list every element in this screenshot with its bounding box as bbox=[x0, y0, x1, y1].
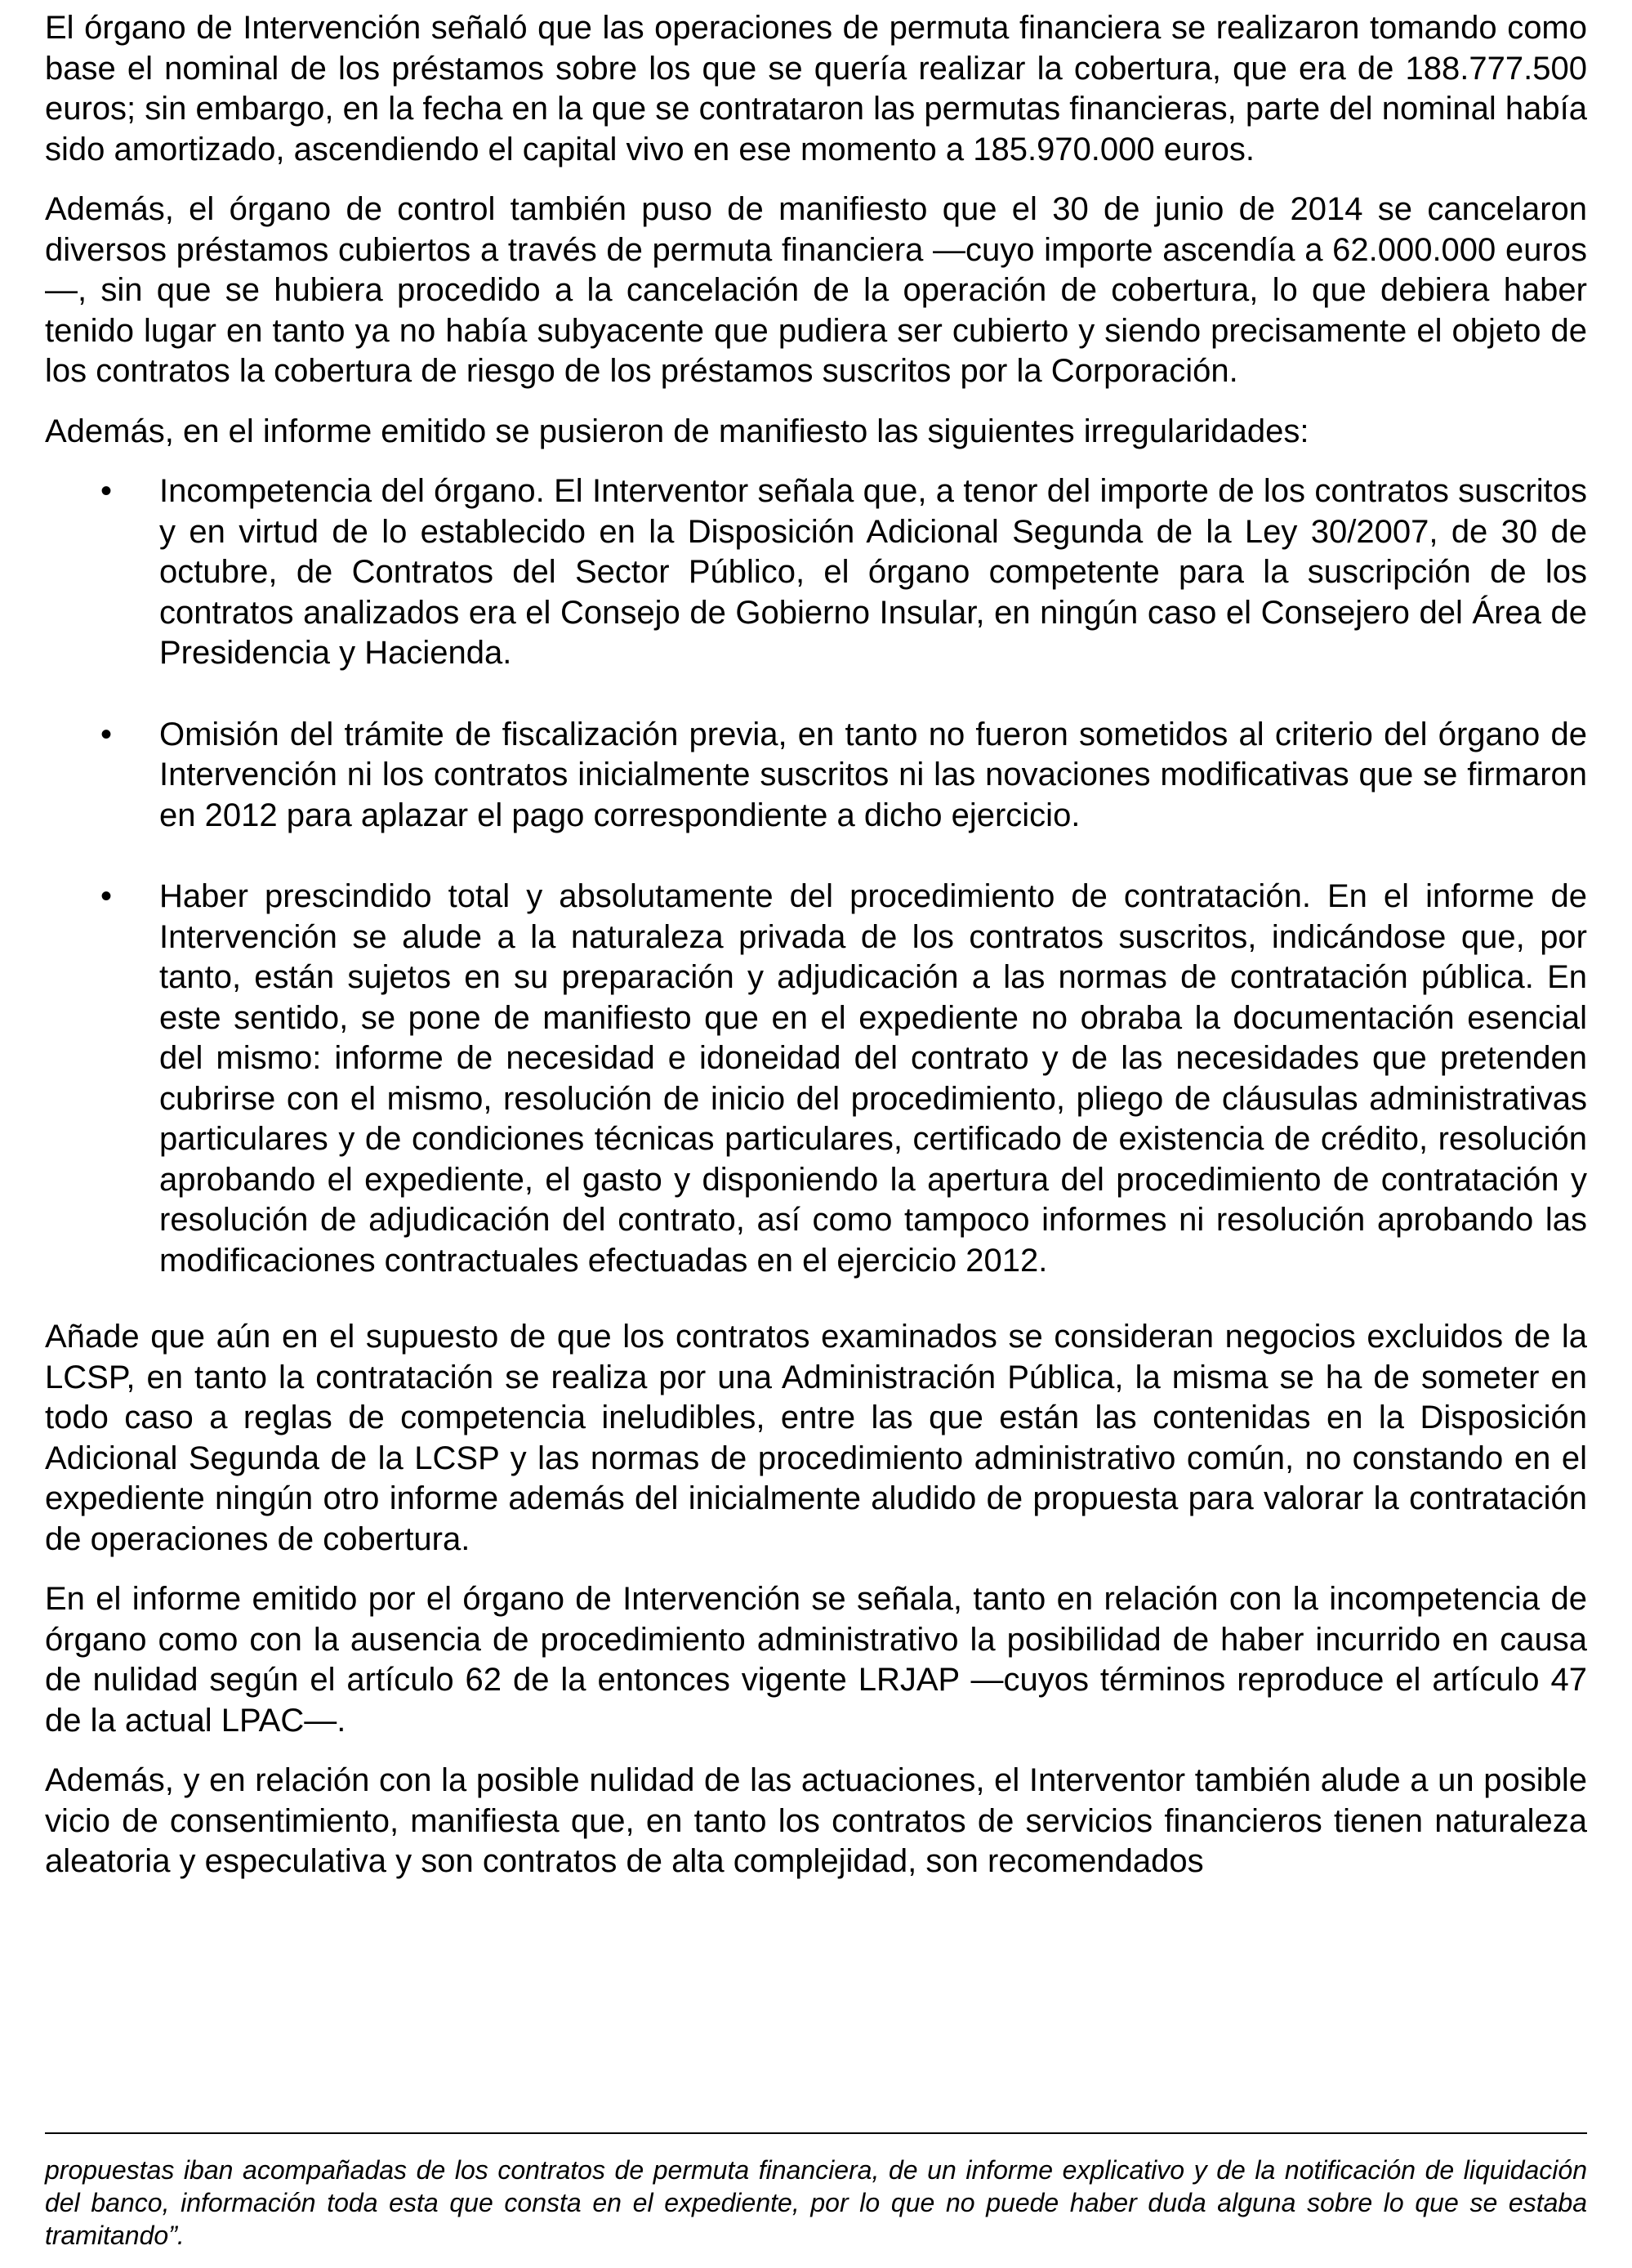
list-item-text: Haber prescindido total y absolutamente del procedimiento de contratación. En el informe de Intervención se alude a la naturaleza privada de los contratos suscritos, indicándose que, por tanto, están sujetos en su preparación y adjudicación a las normas de contratación pública. En este sentido, se pone de manifiesto que en el expediente no obraba la documentación esencial del mismo: informe de necesidad e idoneidad del contrato y de las necesidades que pretenden cubrirse con el mismo, resolución de inicio del procedimiento, pliego de cláusulas administrativas particulares y de condiciones técnicas particulares, certificado de existencia de crédito, resolución aprobando el expediente, el gasto y disponiendo la apertura del procedimiento de contratación y resolución de adjudicación del contrato, así como tampoco informes ni resolución aprobando las modificaciones contractuales efectuadas en el ejercicio 2012. bbox=[159, 878, 1587, 1279]
paragraph-vicio-consentimiento: Además, y en relación con la posible nulidad de las actuaciones, el Interventor también alude a un posible vicio de consentimiento, manifiesta que, en tanto los contratos de servicios financieros tienen naturaleza aleatoria y especulativa y son contratos de alta complejidad, son recomendados bbox=[45, 1762, 1587, 1879]
list-item-text: Incompetencia del órgano. El Interventor señala que, a tenor del importe de los contratos suscritos y en virtud de lo establecido en la Disposición Adicional Segunda de la Ley 30/2007, de 30 de octubre, de Contratos del Sector Público, el órgano competente para la suscripción de los contratos analizados era el Consejo de Gobierno Insular, en ningún caso el Consejero del Área de Presidencia y Hacienda. bbox=[159, 473, 1587, 671]
footnote-text: propuestas iban acompañadas de los contratos de permuta financiera, de un informe explicativo y de la notificación de liquidación del banco, información toda esta que consta en el expediente, por lo que no puede haber duda alguna sobre lo que se estaba tramitando”. bbox=[45, 2155, 1587, 2250]
document-body bbox=[45, 8, 1587, 1902]
bullet-dot-icon: • bbox=[100, 716, 113, 752]
footnote-separator bbox=[45, 2132, 1587, 2134]
list-item-incompetencia bbox=[45, 471, 1587, 674]
list-item-procedimiento-contratacion bbox=[45, 877, 1587, 1281]
list-item-omision-fiscalizacion bbox=[45, 715, 1587, 837]
list-item-text: Omisión del trámite de fiscalización previa, en tanto no fueron sometidos al criterio del órgano de Intervención ni los contratos inicialmente suscritos ni las novaciones modificativas que se firmaron en 2012 para aplazar el pago correspondiente a dicho ejercicio. bbox=[159, 716, 1587, 833]
paragraph-causa-nulidad: En el informe emitido por el órgano de Intervención se señala, tanto en relación con la incompetencia de órgano como con la ausencia de procedimiento administrativo la posibilidad de haber incurrido en causa de nulidad según el artículo 62 de la entonces vigente LRJAP —cuyos términos reproduce el artículo 47 de la actual LPAC—. bbox=[45, 1581, 1587, 1739]
irregularities-list bbox=[45, 471, 1587, 1281]
bullet-dot-icon: • bbox=[100, 878, 113, 914]
paragraph-irregularidades-intro: Además, en el informe emitido se pusieron de manifiesto las siguientes irregularidades: bbox=[45, 413, 1309, 449]
paragraph-cancelacion-prestamos: Además, el órgano de control también puso de manifiesto que el 30 de junio de 2014 se cancelaron diversos préstamos cubiertos a través de permuta financiera —cuyo importe ascendía a 62.000.000 euros—, sin que se hubiera procedido a la cancelación de la operación de cobertura, lo que debiera haber tenido lugar en tanto ya no había subyacente que pudiera ser cubierto y siendo precisamente el objeto de los contratos la cobertura de riesgo de los préstamos suscritos por la Corporación. bbox=[45, 191, 1587, 389]
paragraph-lcsp-excluidos: Añade que aún en el supuesto de que los contratos examinados se consideran negocios excluidos de la LCSP, en tanto la contratación se realiza por una Administración Pública, la misma se ha de someter en todo caso a reglas de competencia ineludibles, entre las que están las contenidas en la Disposición Adicional Segunda de la LCSP y las normas de procedimiento administrativo común, no constando en el expediente ningún otro informe además del inicialmente aludido de propuesta para valorar la contratación de operaciones de cobertura. bbox=[45, 1319, 1587, 1557]
bullet-dot-icon: • bbox=[100, 473, 113, 509]
paragraph-intervencion-nominal: El órgano de Intervención señaló que las operaciones de permuta financiera se realizaron tomando como base el nominal de los préstamos sobre los que se quería realizar la cobertura, que era de 188.777.500 euros; sin embargo, en la fecha en la que se contrataron las permutas financieras, parte del nominal había sido amortizado, ascendiendo el capital vivo en ese momento a 185.970.000 euros. bbox=[45, 10, 1587, 167]
